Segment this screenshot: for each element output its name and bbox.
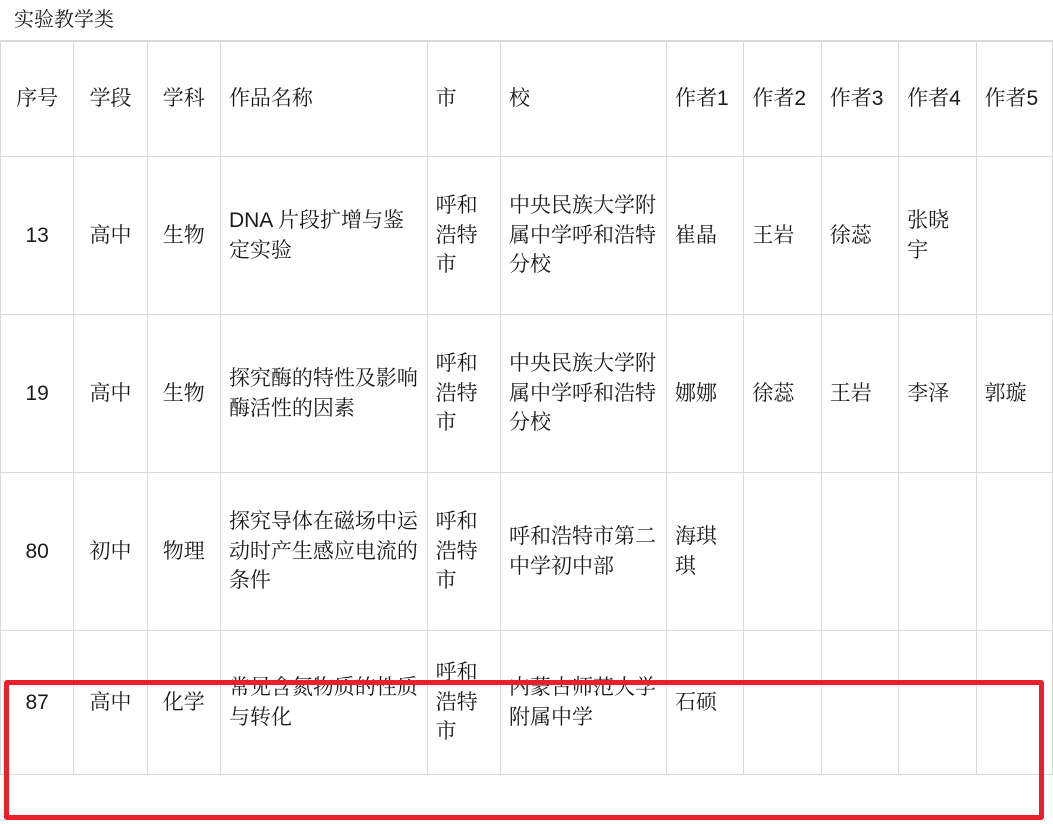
cell-index: 80	[1, 473, 74, 631]
table-row	[1, 157, 1053, 315]
cell-author1: 海琪琪	[666, 473, 743, 631]
cell-author2	[744, 473, 821, 631]
cell-stage: 高中	[74, 631, 147, 775]
table-body	[1, 157, 1053, 775]
cell-school: 中央民族大学附属中学呼和浩特分校	[500, 315, 666, 473]
cell-author5	[976, 473, 1052, 631]
cell-subject: 生物	[147, 315, 220, 473]
cell-author2: 王岩	[744, 157, 821, 315]
cell-stage: 初中	[74, 473, 147, 631]
cell-city: 呼和浩特市	[427, 315, 500, 473]
cell-author4	[899, 631, 976, 775]
cell-index: 19	[1, 315, 74, 473]
table-row	[1, 631, 1053, 775]
table-row	[1, 473, 1053, 631]
cell-city: 呼和浩特市	[427, 157, 500, 315]
cell-title: 常见含氮物质的性质与转化	[220, 631, 427, 775]
cell-city: 呼和浩特市	[427, 631, 500, 775]
column-header-stage: 学段	[74, 42, 147, 157]
cell-author4: 张晓宇	[899, 157, 976, 315]
column-header-author5: 作者5	[976, 42, 1052, 157]
cell-author3: 徐蕊	[821, 157, 898, 315]
table-caption: 实验教学类	[0, 0, 1053, 41]
column-header-author2: 作者2	[744, 42, 821, 157]
cell-author5	[976, 631, 1052, 775]
cell-subject: 物理	[147, 473, 220, 631]
cell-author2: 徐蕊	[744, 315, 821, 473]
column-header-title: 作品名称	[220, 42, 427, 157]
cell-author2	[744, 631, 821, 775]
cell-school: 内蒙古师范大学附属中学	[500, 631, 666, 775]
entries-table	[0, 41, 1053, 775]
column-header-school: 校	[500, 42, 666, 157]
header-row	[1, 42, 1053, 157]
column-header-author4: 作者4	[899, 42, 976, 157]
column-header-index: 序号	[1, 42, 74, 157]
cell-index: 13	[1, 157, 74, 315]
cell-author1: 娜娜	[666, 315, 743, 473]
cell-author4	[899, 473, 976, 631]
cell-stage: 高中	[74, 157, 147, 315]
cell-city: 呼和浩特市	[427, 473, 500, 631]
column-header-author1: 作者1	[666, 42, 743, 157]
cell-stage: 高中	[74, 315, 147, 473]
cell-title: 探究导体在磁场中运动时产生感应电流的条件	[220, 473, 427, 631]
cell-author1: 崔晶	[666, 157, 743, 315]
cell-author3	[821, 473, 898, 631]
cell-author1: 石硕	[666, 631, 743, 775]
cell-author3	[821, 631, 898, 775]
cell-index: 87	[1, 631, 74, 775]
table-row	[1, 315, 1053, 473]
column-header-subject: 学科	[147, 42, 220, 157]
cell-school: 中央民族大学附属中学呼和浩特分校	[500, 157, 666, 315]
cell-title: DNA 片段扩增与鉴定实验	[220, 157, 427, 315]
cell-author4: 李泽	[899, 315, 976, 473]
cell-title: 探究酶的特性及影响酶活性的因素	[220, 315, 427, 473]
cell-author3: 王岩	[821, 315, 898, 473]
table-header	[1, 42, 1053, 157]
cell-school: 呼和浩特市第二中学初中部	[500, 473, 666, 631]
cell-subject: 生物	[147, 157, 220, 315]
cell-subject: 化学	[147, 631, 220, 775]
column-header-city: 市	[427, 42, 500, 157]
cell-author5: 郭璇	[976, 315, 1052, 473]
cell-author5	[976, 157, 1052, 315]
column-header-author3: 作者3	[821, 42, 898, 157]
